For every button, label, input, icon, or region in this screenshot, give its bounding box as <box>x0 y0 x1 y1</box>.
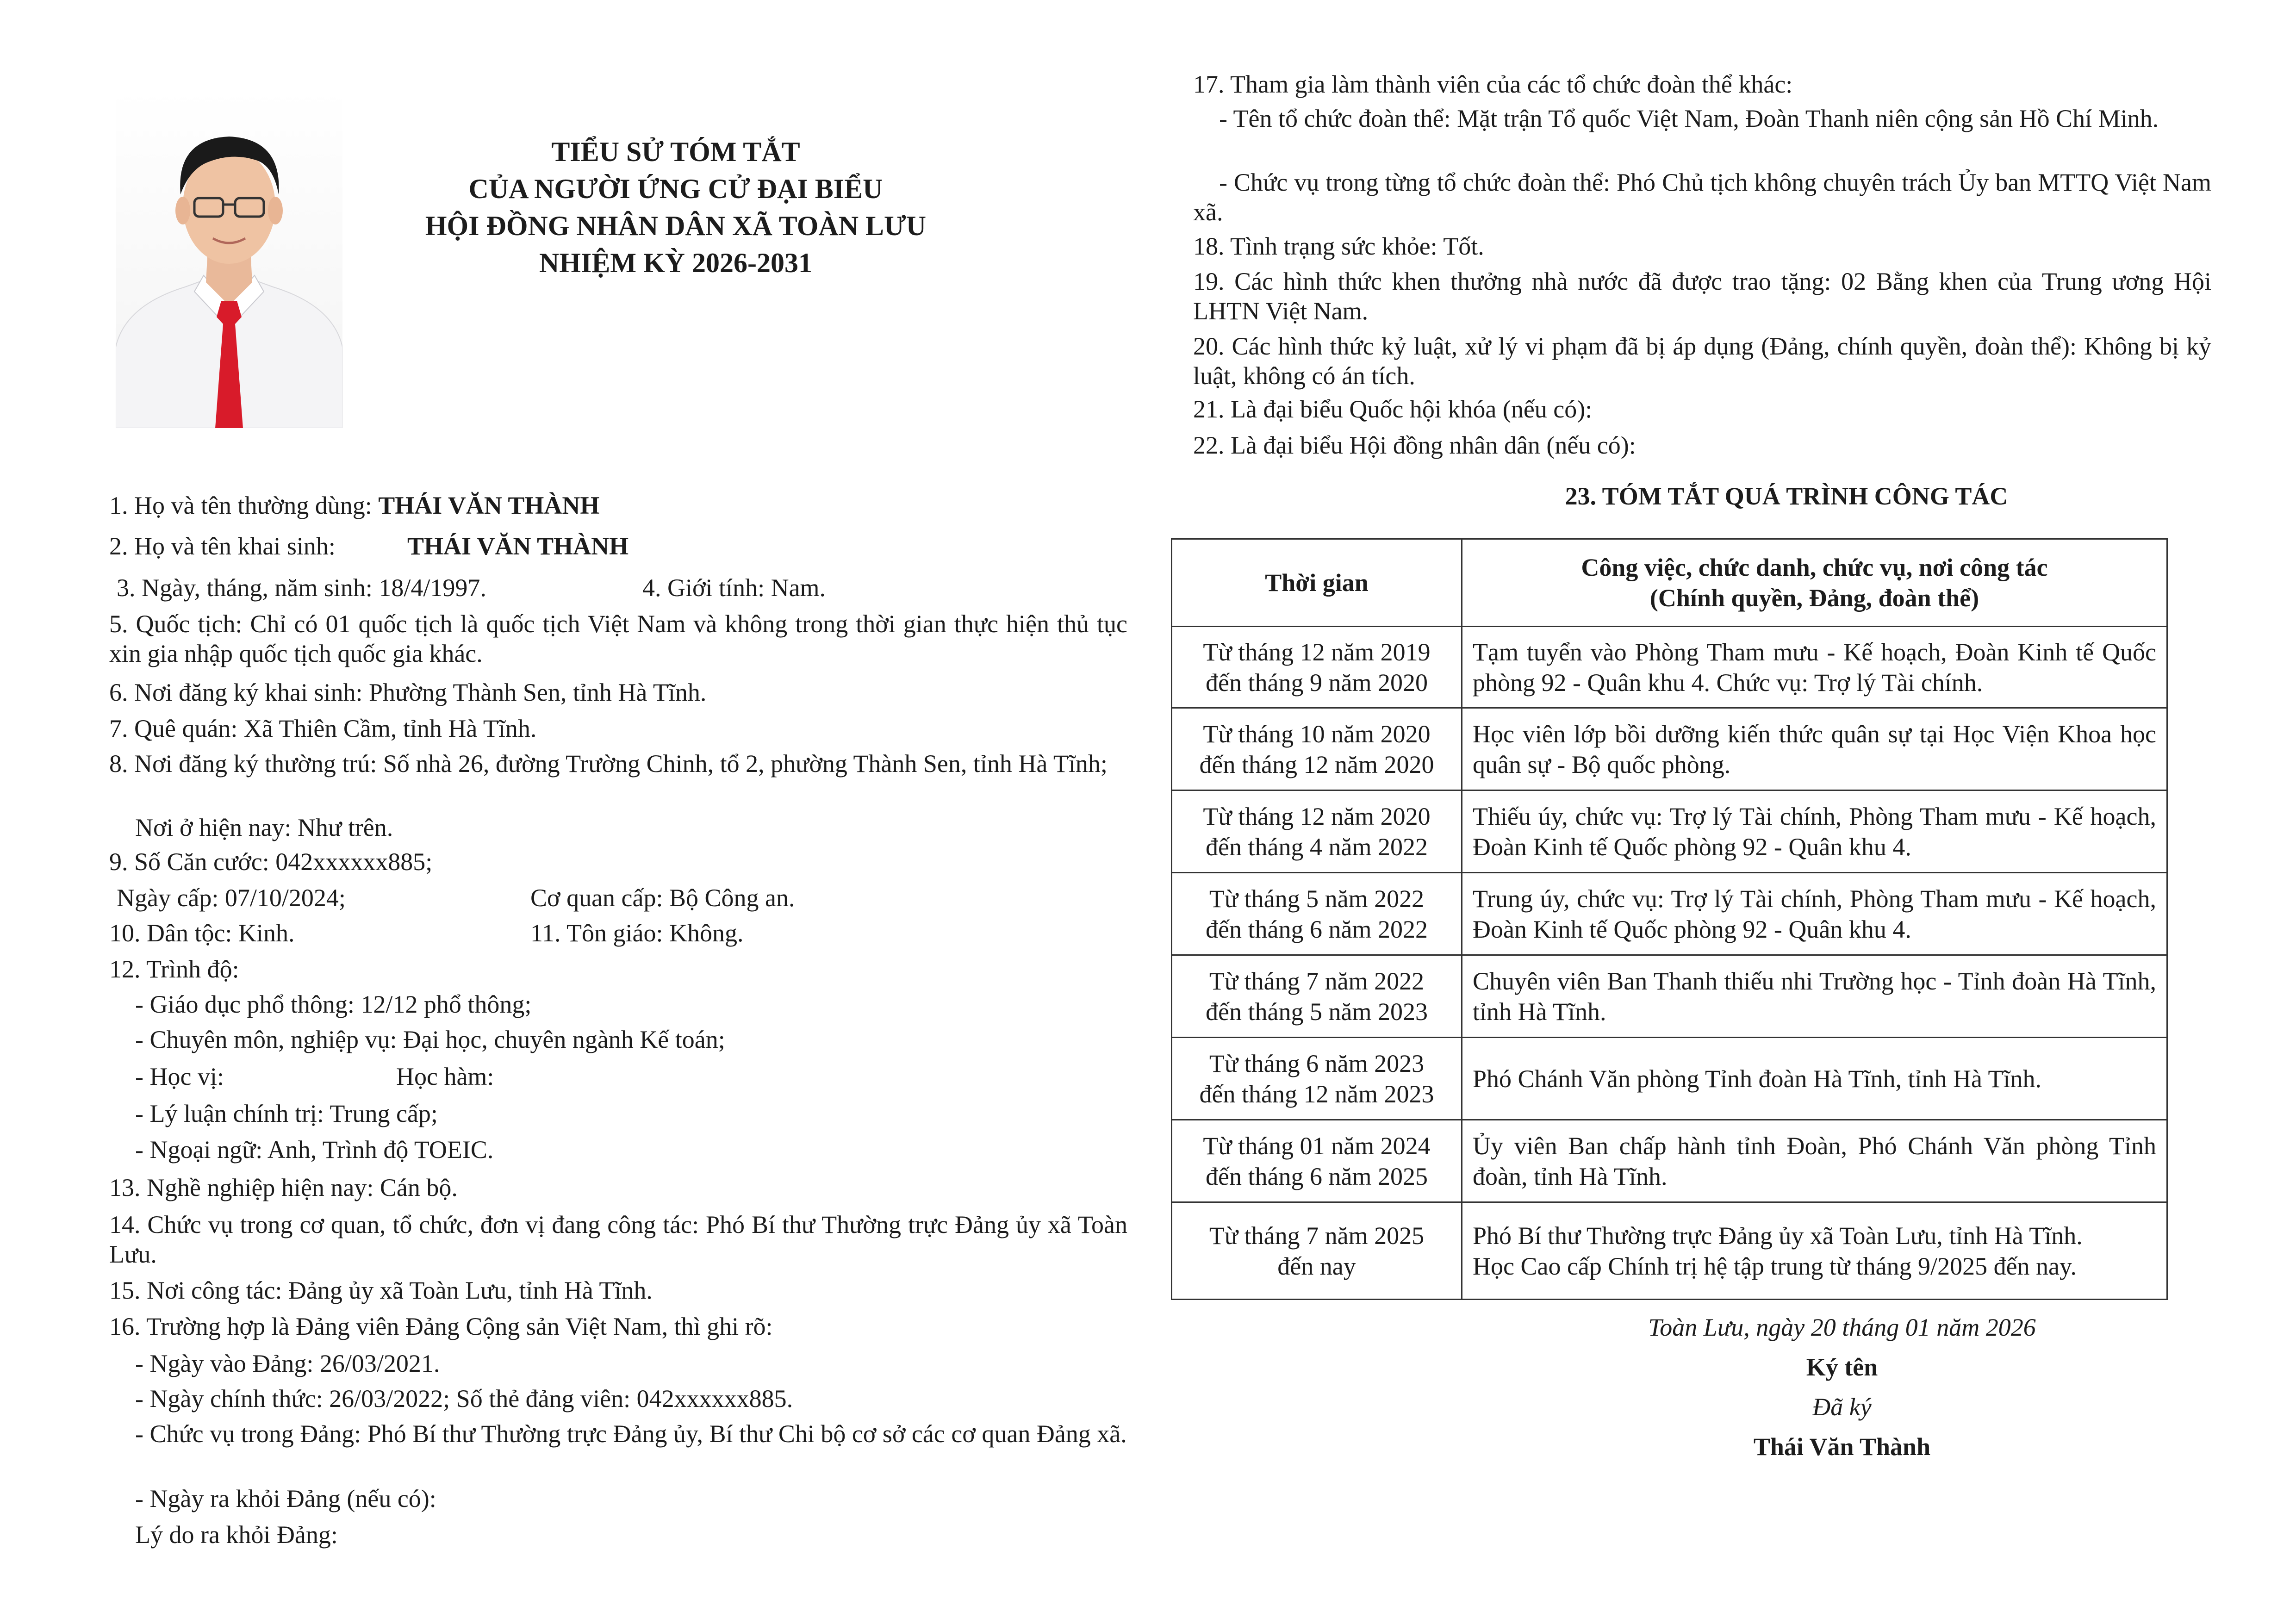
field-political-theory: - Lý luận chính trị: Trung cấp; <box>135 1100 438 1127</box>
description-cell <box>1462 1038 2167 1120</box>
title-line-4: NHIỆM KỲ 2026-2031 <box>539 248 812 278</box>
title-line-3: HỘI ĐỒNG NHÂN DÂN XÃ TOÀN LƯU <box>425 211 927 241</box>
period-from: Từ tháng 5 năm 2022 <box>1209 884 1425 913</box>
field-foreign-language: - Ngoại ngữ: Anh, Trình độ TOEIC. <box>135 1136 494 1164</box>
field-hometown: 7. Quê quán: Xã Thiên Cầm, tỉnh Hà Tĩnh. <box>109 715 537 742</box>
field-health: 18. Tình trạng sức khỏe: Tốt. <box>1193 232 1484 260</box>
field-common-name <box>109 491 599 520</box>
field-party-leave-date: - Ngày ra khỏi Đảng (nếu có): <box>135 1485 436 1512</box>
field-awards: 19. Các hình thức khen thưởng nhà nước đã được trao tặng: 02 Bằng khen của Trung ương Hội LHTN Việt Nam. <box>1193 268 2211 325</box>
period-from: Từ tháng 01 năm 2024 <box>1203 1132 1431 1160</box>
description-text: Ủy viên Ban chấp hành tỉnh Đoàn, Phó Chánh Văn phòng Tỉnh đoàn, tỉnh Hà Tĩnh. <box>1473 1132 2156 1190</box>
field-peoples-council: 22. Là đại biểu Hội đồng nhân dân (nếu có): <box>1193 431 1636 459</box>
description-cell <box>1462 873 2167 955</box>
period-cell <box>1172 873 1462 955</box>
field-organizations: 17. Tham gia làm thành viên của các tổ chức đoàn thể khác: <box>1193 70 1793 98</box>
candidate-portrait-photo <box>116 88 342 428</box>
description-cell <box>1462 627 2167 708</box>
title-line-2: CỦA NGƯỜI ỨNG CỬ ĐẠI BIỂU <box>468 174 883 204</box>
description-text: Thiếu úy, chức vụ: Trợ lý Tài chính, Phòng Tham mưu - Kế hoạch, Đoàn Kinh tế Quốc phòng 92 - Quân khu 4. <box>1473 802 2156 861</box>
field-current-residence: Nơi ở hiện nay: Như trên. <box>135 814 393 841</box>
column-header-line-2: (Chính quyền, Đảng, đoàn thể) <box>1649 584 1979 612</box>
period-to: đến tháng 6 năm 2025 <box>1206 1162 1428 1190</box>
field-profession: - Chuyên môn, nghiệp vụ: Đại học, chuyên ngành Kế toán; <box>135 1026 725 1053</box>
field-id-issuer: Cơ quan cấp: Bộ Công an. <box>530 884 795 912</box>
field-label: 1. Họ và tên thường dùng: <box>109 492 379 519</box>
period-from: Từ tháng 12 năm 2019 <box>1203 638 1431 666</box>
description-cell <box>1462 790 2167 873</box>
field-current-position: 14. Chức vụ trong cơ quan, tổ chức, đơn vị đang công tác: Phó Bí thư Thường trực Đảng ủy xã Toàn Lưu. <box>109 1211 1127 1268</box>
field-gender: 4. Giới tính: Nam. <box>642 574 826 602</box>
title-line-1: TIỂU SỬ TÓM TẮT <box>551 137 800 167</box>
period-cell <box>1172 955 1462 1038</box>
description-cell <box>1462 708 2167 790</box>
field-qualifications: 12. Trình độ: <box>109 955 239 983</box>
description-text: Phó Chánh Văn phòng Tỉnh đoàn Hà Tĩnh, tỉnh Hà Tĩnh. <box>1473 1064 2041 1093</box>
period-cell <box>1172 790 1462 873</box>
signer-name: Thái Văn Thành <box>1753 1433 1931 1461</box>
description-text: Trung úy, chức vụ: Trợ lý Tài chính, Phòng Tham mưu - Kế hoạch, Đoàn Kinh tế Quốc phòng 92 - Quân khu 4. <box>1473 884 2156 943</box>
period-to: đến tháng 5 năm 2023 <box>1206 997 1428 1026</box>
period-from: Từ tháng 12 năm 2020 <box>1203 802 1431 830</box>
period-cell <box>1172 708 1462 790</box>
field-permanent-address: 8. Nơi đăng ký thường trú: Số nhà 26, đường Trường Chinh, tổ 2, phường Thành Sen, tỉnh Hà Tĩnh; <box>109 750 1108 778</box>
period-from: Từ tháng 7 năm 2025 <box>1209 1221 1425 1250</box>
table-row <box>1172 627 2167 708</box>
period-to: đến tháng 12 năm 2023 <box>1199 1080 1434 1108</box>
work-history-heading: 23. TÓM TẮT QUÁ TRÌNH CÔNG TÁC <box>1565 482 2008 510</box>
table-row <box>1172 1202 2167 1300</box>
description-cell <box>1462 1202 2167 1300</box>
table-row <box>1172 873 2167 955</box>
description-cell <box>1462 1120 2167 1202</box>
field-value: THÁI VĂN THÀNH <box>378 492 600 519</box>
column-header-line-1: Công việc, chức danh, chức vụ, nơi công tác <box>1581 554 2048 581</box>
field-national-assembly: 21. Là đại biểu Quốc hội khóa (nếu có): <box>1193 395 1593 423</box>
description-text: Phó Bí thư Thường trực Đảng ủy xã Toàn Lưu, tỉnh Hà Tĩnh. <box>1473 1221 2083 1250</box>
field-party-member: 16. Trường hợp là Đảng viên Đảng Cộng sản Việt Nam, thì ghi rõ: <box>109 1313 773 1340</box>
period-cell <box>1172 1120 1462 1202</box>
period-to: đến tháng 12 năm 2020 <box>1199 750 1434 778</box>
field-occupation: 13. Nghề nghiệp hiện nay: Cán bộ. <box>109 1174 458 1201</box>
table-row <box>1172 1120 2167 1202</box>
field-discipline: 20. Các hình thức kỷ luật, xử lý vi phạm đã bị áp dụng (Đảng, chính quyền, đoàn thể): Không bị kỷ luật, không có án tích. <box>1193 332 2211 390</box>
field-birth-name-label: 2. Họ và tên khai sinh: <box>109 532 336 560</box>
table-row <box>1172 1038 2167 1120</box>
field-party-position: - Chức vụ trong Đảng: Phó Bí thư Thường trực Đảng ủy, Bí thư Chi bộ cơ sở các cơ quan Đảng xã. <box>135 1420 1127 1448</box>
table-row <box>1172 790 2167 873</box>
table-header-row <box>1172 539 2167 627</box>
description-text: Học Cao cấp Chính trị hệ tập trung từ tháng 9/2025 đến nay. <box>1473 1252 2077 1280</box>
period-from: Từ tháng 6 năm 2023 <box>1209 1049 1425 1077</box>
field-degree: - Học vị: <box>135 1063 224 1090</box>
work-history-table <box>1171 538 2168 1300</box>
field-organization-names: - Tên tổ chức đoàn thể: Mặt trận Tổ quốc Việt Nam, Đoàn Thanh niên cộng sản Hồ Chí Minh. <box>1219 105 2159 132</box>
description-cell <box>1462 955 2167 1038</box>
description-text: Chuyên viên Ban Thanh thiếu nhi Trường học - Tỉnh đoàn Hà Tĩnh, tỉnh Hà Tĩnh. <box>1473 967 2156 1026</box>
field-party-join-date: - Ngày vào Đảng: 26/03/2021. <box>135 1350 440 1377</box>
column-header-period: Thời gian <box>1172 539 1462 627</box>
description-text: Học viên lớp bồi dưỡng kiến thức quân sự tại Học Viện Khoa học quân sự - Bộ quốc phòng. <box>1473 720 2156 778</box>
field-ethnicity: 10. Dân tộc: Kinh. <box>109 919 295 947</box>
field-party-leave-reason: Lý do ra khỏi Đảng: <box>135 1521 338 1549</box>
field-religion: 11. Tôn giáo: Không. <box>530 919 744 947</box>
period-cell <box>1172 1202 1462 1300</box>
column-header-description <box>1462 539 2167 627</box>
period-to: đến tháng 9 năm 2020 <box>1206 668 1428 697</box>
period-to: đến tháng 6 năm 2022 <box>1206 915 1428 943</box>
field-academic-title: Học hàm: <box>396 1063 494 1090</box>
field-id-issue-date: Ngày cấp: 07/10/2024; <box>117 884 346 912</box>
period-cell <box>1172 627 1462 708</box>
signature-label: Ký tên <box>1806 1353 1878 1381</box>
field-id-number: 9. Số Căn cước: 042xxxxxx885; <box>109 848 433 876</box>
field-organization-positions: - Chức vụ trong từng tổ chức đoàn thể: Phó Chủ tịch không chuyên trách Ủy ban MTTQ Việt Nam xã. <box>1193 168 2211 226</box>
field-party-official-date: - Ngày chính thức: 26/03/2022; Số thẻ đảng viên: 042xxxxxx885. <box>135 1385 793 1412</box>
document-title <box>319 133 1032 281</box>
field-nationality: 5. Quốc tịch: Chỉ có 01 quốc tịch là quốc tịch Việt Nam và không trong thời gian thực hiện thủ tục xin gia nhập quốc tịch quốc gia khác. <box>109 610 1127 667</box>
period-from: Từ tháng 7 năm 2022 <box>1209 967 1425 995</box>
period-cell <box>1172 1038 1462 1120</box>
period-to: đến tháng 4 năm 2022 <box>1206 833 1428 861</box>
field-workplace: 15. Nơi công tác: Đảng ủy xã Toàn Lưu, tỉnh Hà Tĩnh. <box>109 1276 653 1304</box>
signed-note: Đã ký <box>1812 1393 1872 1421</box>
field-birth-name-value: THÁI VĂN THÀNH <box>407 532 629 560</box>
table-row <box>1172 708 2167 790</box>
period-from: Từ tháng 10 năm 2020 <box>1203 720 1431 748</box>
description-text: Tạm tuyển vào Phòng Tham mưu - Kế hoạch, Đoàn Kinh tế Quốc phòng 92 - Quân khu 4. Chức vụ: Trợ lý Tài chính. <box>1473 638 2156 697</box>
place-and-date: Toàn Lưu, ngày 20 tháng 01 năm 2026 <box>1648 1313 2036 1341</box>
field-birth-registration: 6. Nơi đăng ký khai sinh: Phường Thành Sen, tỉnh Hà Tĩnh. <box>109 678 707 706</box>
table-row <box>1172 955 2167 1038</box>
period-to: đến nay <box>1277 1252 1356 1280</box>
field-dob: 3. Ngày, tháng, năm sinh: 18/4/1997. <box>117 574 486 602</box>
field-general-education: - Giáo dục phổ thông: 12/12 phổ thông; <box>135 990 532 1018</box>
